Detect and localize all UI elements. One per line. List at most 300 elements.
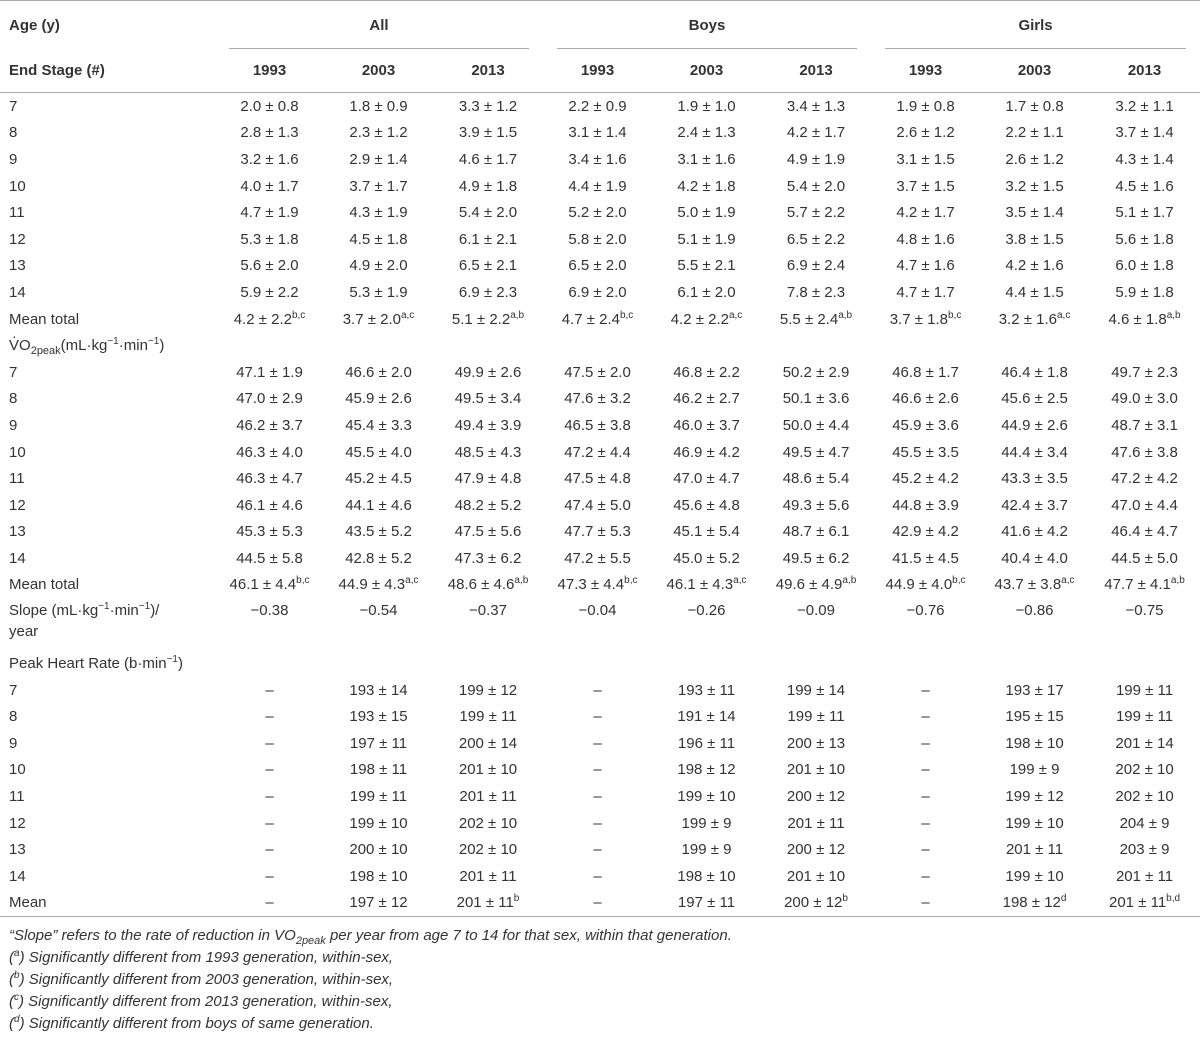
vo2-cell: 44.4 ± 3.4	[1001, 443, 1068, 461]
end-stage-cell: 6.5 ± 2.1	[458, 257, 518, 275]
group-header-girls: Girls	[871, 1, 1200, 49]
year-header: 2013	[761, 49, 871, 93]
end-stage-cell: 1.8 ± 0.9	[349, 97, 408, 115]
year-header: 2003	[980, 49, 1089, 93]
end-stage-cell: 1.7 ± 0.8	[1005, 97, 1064, 115]
end-stage-cell: 6.9 ± 2.0	[568, 283, 627, 301]
hr-cell: –	[921, 761, 930, 779]
end-stage-cell: 4.3 ± 1.4	[1115, 150, 1174, 168]
group-header-all: All	[215, 1, 543, 49]
end-stage-cell: 6.9 ± 2.4	[786, 257, 846, 275]
table-row	[0, 226, 1200, 253]
table-row	[0, 146, 1200, 173]
note-b: ($^b$) Significantly different from 2003 generation, within-sex,	[9, 970, 394, 989]
age-cell: 12	[9, 814, 26, 832]
vo2-cell: 41.6 ± 4.2	[1001, 523, 1068, 541]
end-stage-mean-row	[0, 306, 1200, 333]
slope-cell: −0.76	[906, 602, 945, 620]
hr-cell: 201 ± 11	[1115, 867, 1174, 885]
table-row	[0, 93, 1200, 120]
vo2-cell: 45.5 ± 3.5	[892, 443, 959, 461]
vo2-cell: 47.6 ± 3.2	[564, 390, 631, 408]
vo2-cell: 47.5 ± 5.6	[454, 523, 522, 541]
age-cell: 7	[9, 363, 18, 381]
year-header: 1993	[871, 49, 980, 93]
end-stage-cell: 5.3 ± 1.9	[349, 283, 408, 301]
hr-mean-cell: $201 \pm 11^b$	[433, 890, 543, 917]
hr-mean-cell: 197 ± 12	[324, 890, 433, 917]
group-header-boys: Boys	[543, 1, 871, 49]
end-stage-cell: 4.2 ± 1.7	[896, 204, 955, 222]
age-cell: 13	[9, 257, 26, 275]
hr-cell: 193 ± 14	[349, 681, 408, 699]
hr-cell: –	[593, 788, 602, 806]
end-stage-cell: 2.6 ± 1.2	[1005, 150, 1064, 168]
end-stage-cell: 3.7 ± 1.7	[349, 177, 408, 195]
table-row	[0, 519, 1200, 546]
table-row	[0, 836, 1200, 863]
table-row	[0, 730, 1200, 757]
vo2-cell: 44.1 ± 4.6	[345, 496, 412, 514]
vo2-cell: 49.5 ± 6.2	[782, 549, 850, 567]
hr-cell: –	[593, 708, 602, 726]
table-row	[0, 173, 1200, 200]
hr-cell: –	[265, 734, 274, 752]
vo2-cell: 42.4 ± 3.7	[1001, 496, 1068, 514]
end-stage-cell: 3.8 ± 1.5	[1005, 230, 1064, 248]
year-header: 2003	[652, 49, 761, 93]
end-stage-mean-cell: $5.1 \pm 2.2^{a,b}$	[451, 309, 525, 328]
vo2-cell: 45.9 ± 2.6	[345, 390, 412, 408]
hr-cell: –	[921, 708, 930, 726]
hr-cell: 191 ± 14	[677, 708, 736, 726]
end-stage-cell: 5.9 ± 2.2	[240, 283, 299, 301]
end-stage-cell: 5.5 ± 2.1	[677, 257, 736, 275]
slope-label: Slope $(mL\cdot kg^{-1}\cdot\min^{-1})/$ year	[9, 601, 160, 641]
vo2-cell: 42.8 ± 5.2	[345, 549, 412, 567]
vo2-cell: 47.5 ± 2.0	[564, 363, 631, 381]
vo2-cell: 46.8 ± 1.7	[892, 363, 959, 381]
hr-mean-cell: –	[215, 890, 324, 917]
hr-cell: 200 ± 10	[349, 841, 408, 859]
table-row	[0, 492, 1200, 519]
hr-cell: 199 ± 9	[681, 814, 732, 832]
end-stage-cell: 6.5 ± 2.2	[786, 230, 846, 248]
slope-cell: −0.38	[250, 602, 289, 620]
vo2-mean-cell: $46.1 \pm 4.3^{a,c}$	[666, 575, 747, 594]
note-d: ($^d$) Significantly different from boys of same generation.	[9, 1014, 374, 1033]
hr-cell: 201 ± 11	[787, 814, 845, 832]
hr-cell: 198 ± 10	[677, 867, 736, 885]
end-stage-cell: 4.2 ± 1.6	[1005, 257, 1064, 275]
hr-cell: –	[921, 814, 930, 832]
vo2-cell: 45.0 ± 5.2	[673, 549, 740, 567]
hr-mean-cell: $200 \pm 12^b$	[761, 890, 871, 917]
end-stage-cell: 4.6 ± 1.7	[458, 150, 518, 168]
slope-cell: −0.04	[578, 602, 617, 620]
vo2-mean-cell: $47.3 \pm 4.4^{b,c}$	[557, 575, 638, 594]
hr-mean-row	[0, 890, 1200, 917]
age-cell: 8	[9, 124, 18, 142]
table-row	[0, 465, 1200, 492]
table-row	[0, 386, 1200, 413]
hr-cell: –	[265, 867, 274, 885]
slope-cell: −0.54	[359, 602, 398, 620]
vo2-cell: 50.2 ± 2.9	[782, 363, 850, 381]
vo2-mean-cell: $44.9 \pm 4.3^{a,c}$	[338, 575, 419, 594]
hr-cell: 202 ± 10	[1115, 761, 1174, 779]
end-stage-mean-cell: $4.2 \pm 2.2^{a,c}$	[670, 309, 743, 328]
end-stage-cell: 3.1 ± 1.5	[896, 150, 955, 168]
end-stage-cell: 5.1 ± 1.7	[1115, 204, 1174, 222]
hr-cell: –	[593, 681, 602, 699]
hr-cell: 201 ± 11	[459, 867, 517, 885]
vo2-cell: 40.4 ± 4.0	[1001, 549, 1068, 567]
note-c: ($^c$) Significantly different from 2013 generation, within-sex,	[9, 992, 393, 1011]
table-row	[0, 545, 1200, 572]
end-stage-cell: 2.0 ± 0.8	[240, 97, 299, 115]
table-row	[0, 199, 1200, 226]
vo2-cell: 45.4 ± 3.3	[345, 416, 412, 434]
end-stage-cell: 5.6 ± 1.8	[1115, 230, 1174, 248]
vo2-cell: 49.0 ± 3.0	[1111, 390, 1178, 408]
end-stage-cell: 5.2 ± 2.0	[568, 204, 627, 222]
vo2-cell: 46.6 ± 2.6	[892, 390, 959, 408]
end-stage-cell: 4.5 ± 1.8	[349, 230, 408, 248]
vo2-cell: 45.1 ± 5.4	[673, 523, 740, 541]
end-stage-cell: 3.4 ± 1.6	[568, 150, 627, 168]
end-stage-cell: 3.2 ± 1.6	[240, 150, 299, 168]
end-stage-cell: 4.2 ± 1.8	[677, 177, 736, 195]
end-stage-mean-cell: $3.7 \pm 1.8^{b,c}$	[889, 309, 962, 328]
end-stage-mean-cell: $4.6 \pm 1.8^{a,b}$	[1108, 309, 1181, 328]
slope-cell: −0.75	[1125, 602, 1164, 620]
age-cell: 9	[9, 150, 18, 168]
vo2-cell: 46.9 ± 4.2	[673, 443, 740, 461]
age-cell: 12	[9, 230, 26, 248]
hr-cell: 202 ± 10	[1115, 788, 1174, 806]
table-row	[0, 412, 1200, 439]
note-a: ($^a$) Significantly different from 1993 generation, within-sex,	[9, 948, 394, 967]
end-stage-cell: 2.3 ± 1.2	[349, 124, 408, 142]
hr-cell: 199 ± 9	[1009, 761, 1060, 779]
age-cell: 14	[9, 283, 26, 301]
hr-cell: 202 ± 10	[458, 841, 518, 859]
age-cell: 11	[9, 788, 25, 806]
vo2-cell: 45.5 ± 4.0	[345, 443, 412, 461]
vo2-cell: 49.3 ± 5.6	[782, 496, 850, 514]
age-cell: 13	[9, 523, 26, 541]
hr-cell: –	[921, 788, 930, 806]
hr-cell: –	[921, 681, 930, 699]
slope-cell: −0.37	[469, 602, 507, 620]
hr-mean-cell: 197 ± 11	[652, 890, 761, 917]
end-stage-cell: 2.9 ± 1.4	[349, 150, 408, 168]
end-stage-cell: 5.4 ± 2.0	[786, 177, 846, 195]
end-stage-mean-cell: $4.2 \pm 2.2^{b,c}$	[233, 309, 306, 328]
vo2-section-label: · $VO_{2peak}(mL\cdot kg^{-1}\cdot\min^{-1})$	[0, 332, 1200, 359]
age-cell: 8	[9, 708, 18, 726]
end-stage-mean-cell: $5.5 \pm 2.4^{a,b}$	[779, 309, 853, 328]
hr-cell: –	[921, 867, 930, 885]
vo2-cell: 49.7 ± 2.3	[1111, 363, 1178, 381]
age-cell: 10	[9, 761, 26, 779]
end-stage-cell: 3.1 ± 1.6	[677, 150, 736, 168]
table-notes	[0, 917, 1200, 1035]
hr-cell: 196 ± 11	[677, 734, 736, 752]
hr-cell: –	[593, 734, 602, 752]
table-row	[0, 783, 1200, 810]
age-cell: 14	[9, 867, 26, 885]
hr-mean-cell: $201 \pm 11^{b,d}$	[1089, 890, 1200, 917]
hr-cell: 199 ± 10	[349, 814, 408, 832]
slope-row	[0, 598, 1200, 650]
end-stage-cell: 4.7 ± 1.7	[896, 283, 955, 301]
hr-cell: –	[593, 867, 602, 885]
hr-cell: 199 ± 12	[458, 681, 518, 699]
hr-cell: 197 ± 11	[349, 734, 408, 752]
vo2-cell: 49.4 ± 3.9	[454, 416, 522, 434]
vo2-cell: 44.5 ± 5.8	[236, 549, 303, 567]
vo2-cell: 47.9 ± 4.8	[454, 470, 522, 488]
end-stage-cell: 4.8 ± 1.6	[896, 230, 955, 248]
table-row	[0, 757, 1200, 784]
hr-cell: –	[921, 841, 930, 859]
vo2-cell: 47.0 ± 4.7	[673, 470, 740, 488]
hr-cell: –	[265, 788, 274, 806]
end-stage-cell: 4.9 ± 1.9	[786, 150, 846, 168]
age-cell: 11	[9, 204, 25, 222]
hr-cell: 200 ± 12	[786, 841, 846, 859]
end-stage-cell: 4.7 ± 1.6	[896, 257, 955, 275]
vo2-cell: 48.5 ± 4.3	[454, 443, 522, 461]
hr-cell: 200 ± 14	[458, 734, 518, 752]
vo2-cell: 47.7 ± 5.3	[564, 523, 631, 541]
end-stage-cell: 5.1 ± 1.9	[677, 230, 736, 248]
vo2-mean-cell: $47.7 \pm 4.1^{a,b}$	[1104, 575, 1185, 594]
hr-cell: 201 ± 14	[1115, 734, 1174, 752]
vo2-cell: 44.9 ± 2.6	[1001, 416, 1068, 434]
hr-cell: 199 ± 9	[681, 841, 732, 859]
vo2-cell: 41.5 ± 4.5	[892, 549, 959, 567]
hr-cell: 199 ± 10	[677, 788, 736, 806]
table-row	[0, 279, 1200, 306]
vo2-cell: 44.5 ± 5.0	[1111, 549, 1178, 567]
end-stage-cell: 2.2 ± 1.1	[1005, 124, 1064, 142]
vo2-cell: 46.4 ± 4.7	[1111, 523, 1178, 541]
hr-cell: –	[593, 814, 602, 832]
hr-cell: –	[265, 681, 274, 699]
table-row	[0, 677, 1200, 704]
hr-cell: 202 ± 10	[458, 814, 518, 832]
age-cell: 10	[9, 177, 26, 195]
hr-cell: –	[265, 814, 274, 832]
hr-cell: –	[265, 708, 274, 726]
end-stage-cell: 4.7 ± 1.9	[240, 204, 299, 222]
hr-cell: 201 ± 11	[1005, 841, 1064, 859]
hr-cell: 198 ± 11	[349, 761, 408, 779]
year-header: 2003	[324, 49, 433, 93]
vo2-mean-cell: $43.7 \pm 3.8^{a,c}$	[994, 575, 1075, 594]
end-stage-cell: 5.8 ± 2.0	[568, 230, 627, 248]
end-stage-cell: 5.7 ± 2.2	[786, 204, 846, 222]
header-row-years	[0, 49, 1200, 93]
vo2-mean-row	[0, 572, 1200, 599]
hr-cell: 193 ± 11	[677, 681, 736, 699]
end-stage-cell: 5.9 ± 1.8	[1115, 283, 1174, 301]
vo2-cell: 49.9 ± 2.6	[454, 363, 522, 381]
end-stage-cell: 3.7 ± 1.5	[896, 177, 955, 195]
end-stage-cell: 4.0 ± 1.7	[240, 177, 299, 195]
end-stage-cell: 2.6 ± 1.2	[896, 124, 955, 142]
vo2-cell: 43.3 ± 3.5	[1001, 470, 1068, 488]
year-header: 1993	[543, 49, 652, 93]
hr-cell: –	[921, 734, 930, 752]
vo2-cell: 49.5 ± 3.4	[454, 390, 522, 408]
age-cell: 10	[9, 443, 26, 461]
hr-cell: 199 ± 11	[1115, 681, 1174, 699]
hr-cell: 199 ± 11	[459, 708, 517, 726]
table-row	[0, 359, 1200, 386]
end-stage-cell: 6.1 ± 2.0	[677, 283, 736, 301]
end-stage-cell: 6.0 ± 1.8	[1115, 257, 1174, 275]
end-stage-cell: 5.4 ± 2.0	[458, 204, 518, 222]
mean-label: Mean total	[9, 310, 80, 328]
hr-cell: 201 ± 10	[786, 867, 846, 885]
hr-cell: 201 ± 10	[458, 761, 518, 779]
hr-mean-cell: –	[543, 890, 652, 917]
hr-cell: 203 ± 9	[1119, 841, 1170, 859]
hr-cell: 198 ± 10	[1005, 734, 1064, 752]
end-stage-mean-cell: $3.7 \pm 2.0^{a,c}$	[342, 309, 415, 328]
note-slope: “Slope” refers to the rate of reduction in $VO_{2peak}$ per year from age 7 to 14 for that sex, within that generation.	[9, 927, 732, 948]
vo2-cell: 50.0 ± 4.4	[782, 416, 850, 434]
vo2-cell: 50.1 ± 3.6	[782, 390, 850, 408]
end-stage-cell: 3.9 ± 1.5	[458, 124, 518, 142]
end-stage-cell: 4.9 ± 1.8	[458, 177, 518, 195]
hr-cell: 193 ± 15	[349, 708, 408, 726]
hr-cell: –	[265, 761, 274, 779]
end-stage-cell: 3.2 ± 1.5	[1005, 177, 1064, 195]
vo2-cell: 46.1 ± 4.6	[236, 496, 303, 514]
vo2-cell: 42.9 ± 4.2	[892, 523, 959, 541]
table-row	[0, 253, 1200, 280]
table-row	[0, 439, 1200, 466]
vo2-cell: 47.2 ± 4.2	[1111, 470, 1178, 488]
vo2-mean-cell: $44.9 \pm 4.0^{b,c}$	[885, 575, 966, 594]
end-stage-cell: 3.1 ± 1.4	[568, 124, 627, 142]
hr-cell: –	[265, 841, 274, 859]
end-stage-cell: 2.8 ± 1.3	[240, 124, 299, 142]
vo2-cell: 48.6 ± 5.4	[782, 470, 850, 488]
end-stage-cell: 4.5 ± 1.6	[1115, 177, 1174, 195]
age-cell: 11	[9, 470, 25, 488]
vo2-cell: 47.2 ± 4.4	[564, 443, 631, 461]
end-stage-mean-cell: $4.7 \pm 2.4^{b,c}$	[561, 309, 634, 328]
hr-cell: –	[593, 841, 602, 859]
end-stage-cell: 4.4 ± 1.9	[568, 177, 627, 195]
vo2-cell: 47.4 ± 5.0	[564, 496, 631, 514]
end-stage-cell: 3.4 ± 1.3	[786, 97, 846, 115]
vo2-cell: 44.8 ± 3.9	[892, 496, 959, 514]
vo2-cell: 46.8 ± 2.2	[673, 363, 740, 381]
vo2-cell: 45.9 ± 3.6	[892, 416, 959, 434]
end-stage-cell: 4.2 ± 1.7	[786, 124, 846, 142]
vo2-cell: 47.5 ± 4.8	[564, 470, 631, 488]
vo2-cell: 46.3 ± 4.7	[236, 470, 303, 488]
vo2-cell: 48.2 ± 5.2	[454, 496, 522, 514]
vo2-cell: 46.5 ± 3.8	[564, 416, 631, 434]
hr-cell: 201 ± 10	[786, 761, 846, 779]
end-stage-cell: 5.3 ± 1.8	[240, 230, 299, 248]
age-cell: 14	[9, 549, 26, 567]
hr-cell: –	[593, 761, 602, 779]
end-stage-cell: 3.7 ± 1.4	[1115, 124, 1174, 142]
end-stage-cell: 4.4 ± 1.5	[1005, 283, 1064, 301]
vo2-cell: 46.0 ± 3.7	[673, 416, 740, 434]
table-row	[0, 810, 1200, 837]
year-header: 2013	[1089, 49, 1200, 93]
end-stage-cell: 6.5 ± 2.0	[568, 257, 627, 275]
vo2-cell: 47.0 ± 4.4	[1111, 496, 1178, 514]
age-cell: 9	[9, 734, 18, 752]
hr-cell: 204 ± 9	[1119, 814, 1170, 832]
hr-cell: 200 ± 13	[786, 734, 846, 752]
end-stage-cell: 6.1 ± 2.1	[458, 230, 518, 248]
hr-cell: 198 ± 12	[677, 761, 736, 779]
end-stage-cell: 1.9 ± 1.0	[677, 97, 736, 115]
vo2-cell: 49.5 ± 4.7	[782, 443, 850, 461]
end-stage-cell: 6.9 ± 2.3	[458, 283, 518, 301]
end-stage-cell: 7.8 ± 2.3	[786, 283, 846, 301]
end-stage-cell: 3.5 ± 1.4	[1005, 204, 1064, 222]
vo2-cell: 47.6 ± 3.8	[1111, 443, 1178, 461]
hr-cell: 201 ± 11	[459, 788, 517, 806]
vo2-cell: 47.2 ± 5.5	[564, 549, 631, 567]
vo2-cell: 46.3 ± 4.0	[236, 443, 303, 461]
end-stage-cell: 2.2 ± 0.9	[568, 97, 627, 115]
age-cell: 12	[9, 496, 26, 514]
mean-label: Mean	[0, 890, 215, 917]
hr-cell: 193 ± 17	[1005, 681, 1064, 699]
hr-cell: 200 ± 12	[786, 788, 846, 806]
vo2-cell: 46.2 ± 2.7	[673, 390, 740, 408]
hr-mean-cell: $198 \pm 12^d$	[980, 890, 1089, 917]
end-stage-cell: 3.2 ± 1.1	[1115, 97, 1174, 115]
end-stage-cell: 3.3 ± 1.2	[458, 97, 518, 115]
hr-cell: 199 ± 14	[786, 681, 846, 699]
end-stage-mean-cell: $3.2 \pm 1.6^{a,c}$	[998, 309, 1071, 328]
hr-cell: 198 ± 10	[349, 867, 408, 885]
vo2-cell: 45.3 ± 5.3	[236, 523, 303, 541]
hr-cell: 199 ± 10	[1005, 814, 1064, 832]
age-cell: 7	[9, 97, 18, 115]
header-row-groups	[0, 1, 1200, 49]
age-cell: 8	[9, 390, 18, 408]
vo2-cell: 47.1 ± 1.9	[236, 363, 303, 381]
table-row	[0, 703, 1200, 730]
hr-cell: 199 ± 11	[1115, 708, 1174, 726]
end-stage-header: End Stage (#)	[0, 49, 215, 93]
slope-cell: −0.09	[797, 602, 835, 620]
end-stage-cell: 4.3 ± 1.9	[349, 204, 408, 222]
vo2-cell: 48.7 ± 3.1	[1111, 416, 1178, 434]
vo2-cell: 48.7 ± 6.1	[782, 523, 850, 541]
year-header: 2013	[433, 49, 543, 93]
mean-label: Mean total	[9, 576, 80, 594]
vo2-mean-cell: $48.6 \pm 4.6^{a,b}$	[447, 575, 529, 594]
vo2-cell: 46.2 ± 3.7	[236, 416, 303, 434]
